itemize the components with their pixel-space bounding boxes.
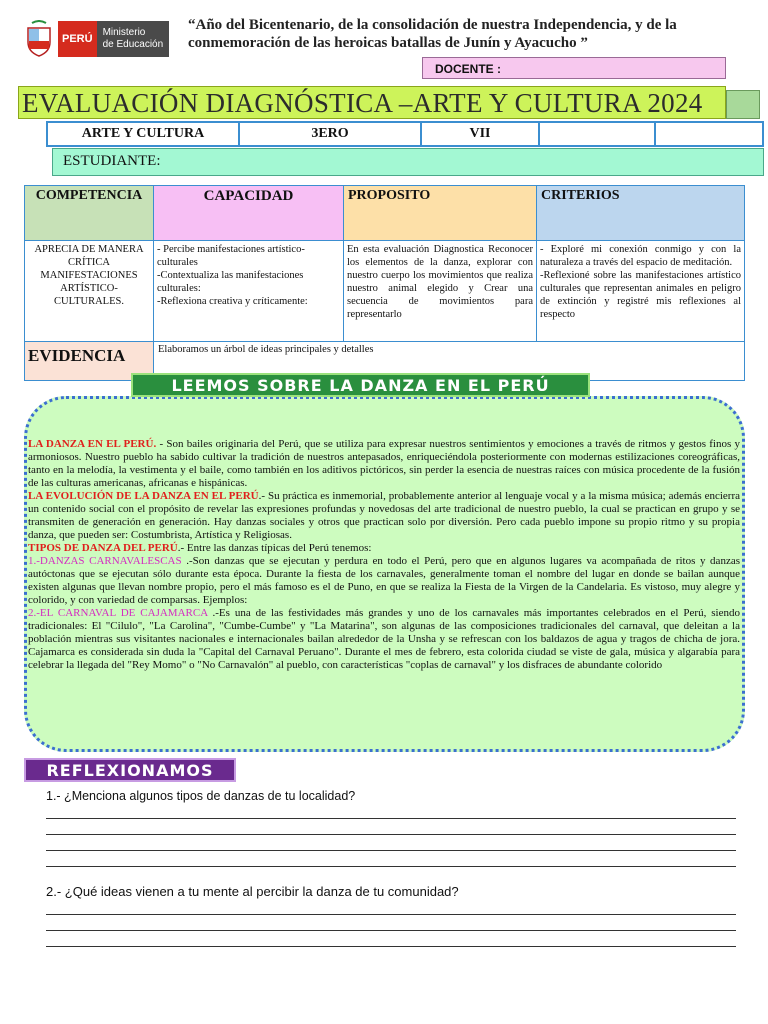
paragraph-carnavalescas [28, 555, 740, 607]
header-proposito: PROPOSITO [344, 186, 537, 241]
capacidad-cell [154, 241, 344, 342]
table-header-row [25, 186, 745, 241]
paragraph-body: .- Entre las danzas típicas del Perú tenemos: [177, 542, 372, 554]
capacidad-item: -Reflexiona creativa y críticamente: [157, 296, 308, 307]
paragraph-body: .-Son danzas que se ejecutan y perdura en todo el Perú, pero que en algunos lugares va acompañada de ritos y danzas autóctonas que se ejecutan sólo durante esta época. Durante la fiesta de los carnavales, generalmente toman el nombre del lugar en donde se bailan aunque existen algunas que llevan nombre propio, pero el más famoso es el de Puno, en que se realiza la Fiesta de la Virgen de la Candelaria. Es vistoso, muy alegre y colorido, y con variedad de comparsas. Ejemplos: [28, 555, 740, 606]
area-cell: ARTE Y CULTURA [48, 123, 240, 145]
competencia-cell: APRECIA DE MANERA CRÍTICA MANIFESTACIONES ARTÍSTICO-CULTURALES. [25, 241, 154, 342]
student-field: ESTUDIANTE: [52, 148, 764, 176]
page-title: EVALUACIÓN DIAGNÓSTICA –ARTE Y CULTURA 2024 [22, 88, 703, 118]
answer-line[interactable] [46, 818, 736, 819]
paragraph-title: 2.-EL CARNAVAL DE CAJAMARCA [28, 607, 208, 619]
paragraph-danza [28, 438, 740, 490]
proposito-cell: En esta evaluación Diagnostica Reconocer los elementos de la danza, explorar con nuestro cuerpo los movimientos que realiza nuestro animal elegido y Crear una secuencia de movimientos para representarlo [344, 241, 537, 342]
question-1: 1.- ¿Menciona algunos tipos de danzas de tu localidad? [46, 789, 356, 803]
grade-cell: 3ERO [240, 123, 422, 145]
reflect-banner: REFLEXIONAMOS [24, 758, 236, 782]
peru-crest-icon [24, 20, 54, 58]
header-competencia: COMPETENCIA [25, 186, 154, 241]
answer-line[interactable] [46, 866, 736, 867]
capacidad-item: - Percibe manifestaciones artístico-culturales [157, 244, 305, 268]
paragraph-title: 1.-DANZAS CARNAVALESCAS [28, 555, 182, 567]
answer-line[interactable] [46, 850, 736, 851]
criterio-item: - Exploré mi conexión conmigo y con la naturaleza a través del espacio de meditación. [540, 244, 741, 268]
header-criterios: CRITERIOS [537, 186, 745, 241]
answer-line[interactable] [46, 930, 736, 931]
answer-line[interactable] [46, 914, 736, 915]
cycle-cell: VII [422, 123, 540, 145]
paragraph-title: LA EVOLUCIÓN DE LA DANZA EN EL PERÚ [28, 490, 259, 502]
paragraph-body: .- Su práctica es inmemorial, probablemente anterior al lenguaje vocal y a la misma música; además encierra un contenido social con el propósito de revelar las expresiones profundas y novedosas del arte tradicional de nuestro pueblo, la cual se practican en grupo y se transmiten de generación en generación. Hay danzas sociales y otros que practican solo por diversión. Pero cada pueblo impone su propio ritmo y su propia danza, que pueden ser: Costumbrista, Artística y Religiosas. [28, 490, 740, 541]
paragraph-body: - Son bailes originaria del Perú, que se utiliza para expresar nuestros sentimientos y emociones a través de ritmos y gestos finos y armoniosos. Nuestro pueblo ha sabido cultivar la tradición de nuestros antepasados, enriqueciéndola posteriormente con modernas estilizaciones coreográficas, tanto en la melodía, la vestimenta y el baile, como también en los aditivos pictóricos, sin perder la esencia de nuestras raíces con música procedente de la fusión de las culturas americanas, africanas e hispánicas. [28, 438, 740, 489]
docente-field: DOCENTE : [422, 57, 726, 79]
logo-ministry-block [97, 21, 170, 57]
title-side-block [726, 90, 760, 119]
blank-cell-2 [656, 123, 762, 145]
competency-table [24, 185, 745, 381]
logo-peru-block: PERÚ [58, 21, 97, 57]
course-info-row [46, 121, 764, 147]
table-row [25, 241, 745, 342]
answer-line[interactable] [46, 834, 736, 835]
paragraph-evolucion [28, 490, 740, 542]
header-capacidad: CAPACIDAD [154, 186, 344, 241]
paragraph-title: TIPOS DE DANZA DEL PERÚ [28, 542, 178, 554]
criterios-cell [537, 241, 745, 342]
logo-educacion-text: de Educación [102, 39, 164, 50]
ministry-logo [24, 14, 174, 64]
reading-text [28, 438, 740, 672]
capacidad-item: -Contextualiza las manifestaciones culturales: [157, 270, 304, 294]
logo-ministerio-text: Ministerio [102, 27, 146, 38]
paragraph-body: .-Es una de las festividades más grandes y uno de los carnavales más importantes celebrados en el Perú, siendo tradicionales: El "Cilulo", "La Carolina", "Cumbe-Cumbe" y "La Matarina", son algunas de las composiciones tradicionales del carnaval, que deleitan a la población mientras sus visitantes nacionales e internacionales bailan alrededor de la Unsha y se refrescan con los baldazos de agua y tragos de chicha de jora. Cajamarca es considerada sin duda la "Capital del Carnaval Peruano". Durante el mes de febrero, esta colorida ciudad se viste de gala, música y algarabía para celebrar la llegada del "Rey Momo" o "No Carnavalón" al pueblo, con características "coplas de carnaval" y los disfraces de abundante colorido [28, 607, 740, 671]
blank-cell-1 [540, 123, 656, 145]
evidencia-label: EVIDENCIA [25, 342, 154, 381]
answer-line[interactable] [46, 946, 736, 947]
paragraph-tipos [28, 542, 740, 555]
evidencia-text: Elaboramos un árbol de ideas principales y detalles [154, 342, 745, 381]
reading-banner: LEEMOS SOBRE LA DANZA EN EL PERÚ [131, 373, 590, 397]
paragraph-title: LA DANZA EN EL PERÚ. [28, 438, 157, 450]
question-2: 2.- ¿Qué ideas vienen a tu mente al percibir la danza de tu comunidad? [46, 884, 459, 899]
paragraph-cajamarca [28, 607, 740, 672]
year-motto: “Año del Bicentenario, de la consolidación de nuestra Independencia, y de la conmemoración de las heroicas batallas de Junín y Ayacucho ” [188, 17, 677, 51]
criterio-item: -Reflexioné sobre las manifestaciones artístico culturales que representan animales en peligro de extinción y registré mis reflexiones al respecto [540, 270, 741, 320]
